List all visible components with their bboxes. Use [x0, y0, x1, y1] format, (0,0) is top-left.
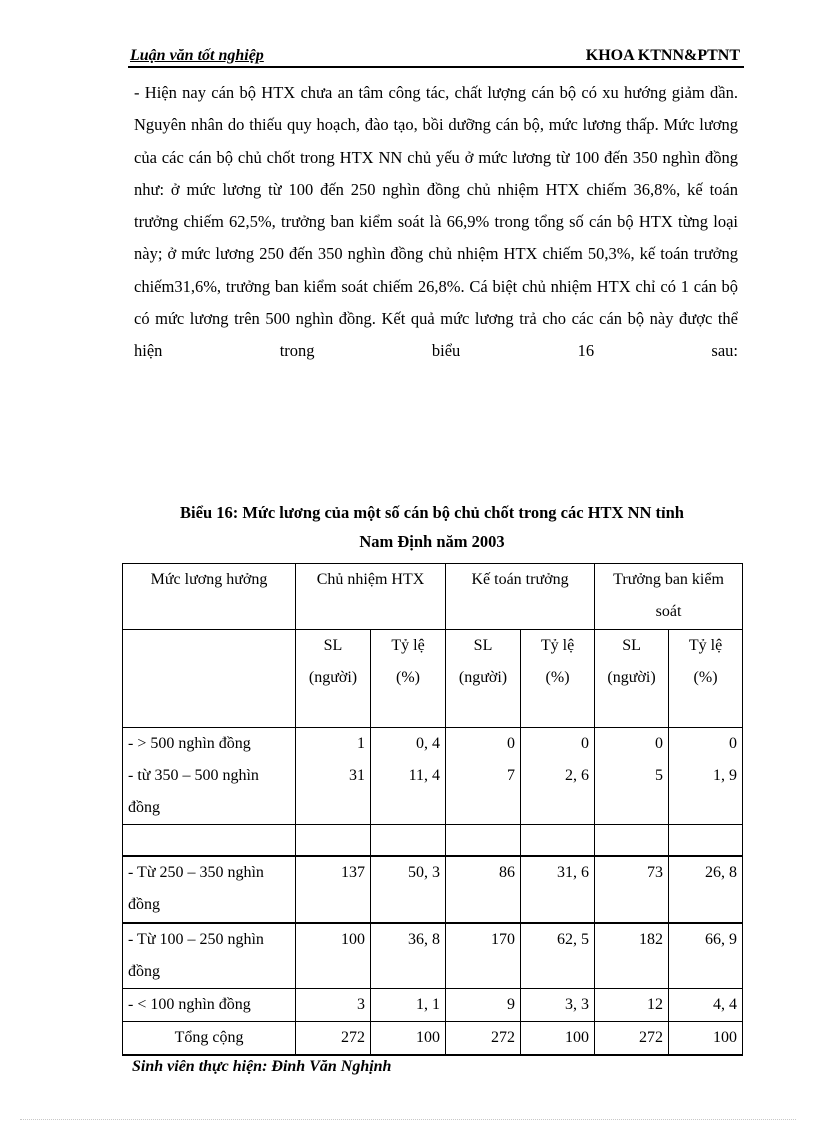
page-bottom-divider — [20, 1119, 796, 1120]
table-cell: 0 2, 6 — [521, 728, 595, 825]
row-label: - Từ 100 – 250 nghìn đồng — [123, 923, 296, 989]
table-cell: 137 — [296, 856, 371, 923]
sub-header-ratio: Tỷ lệ (%) — [669, 630, 743, 728]
table-cell: 100 — [669, 1021, 743, 1055]
table-cell: 50, 3 — [371, 856, 446, 923]
table-cell: 0 7 — [446, 728, 521, 825]
table-row — [123, 728, 743, 825]
table-cell: 100 — [296, 923, 371, 989]
table-cell: 31, 6 — [521, 856, 595, 923]
footer-author: Sinh viên thực hiện: Đinh Văn Nghịnh — [132, 1058, 392, 1075]
body-paragraph: - Hiện nay cán bộ HTX chưa an tâm công tác, chất lượng cán bộ có xu hướng giảm dần. Nguyên nhân do thiếu quy hoạch, đào tạo, bồi dưỡng cán bộ, mức lương thấp. Mức lương của các cán bộ chủ chốt trong HTX NN chủ yếu ở mức lương từ 100 đến 350 nghìn đồng như: ở mức lương từ 100 đến 250 nghìn đồng chủ nhiệm HTX chiếm 36,8%, kế toán trưởng chiếm 62,5%, trưởng ban kiểm soát là 66,9% trong tổng số cán bộ HTX từng loại này; ở mức lương 250 đến 350 nghìn đồng chủ nhiệm HTX chiếm 50,3%, kế toán trưởng chiếm31,6%, trưởng ban kiểm soát chiếm 26,8%. Cá biệt chủ nhiệm HTX chỉ có 1 cán bộ có mức lương trên 500 nghìn đồng. Kết quả mức lương trả cho các cán bộ này được thể hiện trong biểu 16 sau: — [134, 83, 738, 361]
salary-table — [122, 563, 743, 1056]
row-label: - > 500 nghìn đồng - từ 350 – 500 nghìn đồng — [123, 728, 296, 825]
sub-header-ratio: Tỷ lệ (%) — [521, 630, 595, 728]
sub-header-sl: SL (người) — [595, 630, 669, 728]
table-cell: 36, 8 — [371, 923, 446, 989]
table-cell: 9 — [446, 988, 521, 1021]
table-cell: 0, 4 11, 4 — [371, 728, 446, 825]
sub-header-sl: SL (người) — [446, 630, 521, 728]
table-caption — [122, 498, 742, 556]
sub-header-sl: SL (người) — [296, 630, 371, 728]
table-row — [123, 923, 743, 989]
page-header — [128, 44, 744, 68]
table-cell: 182 — [595, 923, 669, 989]
faculty-label: KHOA KTNN&PTNT — [585, 47, 740, 64]
table-cell: 62, 5 — [521, 923, 595, 989]
group-header-chairman: Chủ nhiệm HTX — [296, 564, 446, 630]
table-cell: 0 5 — [595, 728, 669, 825]
table-cell: 73 — [595, 856, 669, 923]
thesis-label: Luận văn tốt nghiệp — [130, 47, 264, 64]
table-row — [123, 856, 743, 923]
row-label: - < 100 nghìn đồng — [123, 988, 296, 1021]
group-header-supervisor: Trưởng ban kiểm soát — [595, 564, 743, 630]
table-cell: 100 — [371, 1021, 446, 1055]
table-cell: 4, 4 — [669, 988, 743, 1021]
empty-cell — [123, 630, 296, 728]
table-cell: 272 — [595, 1021, 669, 1055]
table-cell: 86 — [446, 856, 521, 923]
total-label: Tổng cộng — [123, 1021, 296, 1055]
table-cell: 100 — [521, 1021, 595, 1055]
table-cell: 1 31 — [296, 728, 371, 825]
caption-line-2: Nam Định năm 2003 — [359, 532, 505, 551]
table-row — [123, 988, 743, 1021]
table-cell: 1, 1 — [371, 988, 446, 1021]
group-header-accountant: Kế toán trưởng — [446, 564, 595, 630]
row-label: - Từ 250 – 350 nghìn đồng — [123, 856, 296, 923]
table-cell: 272 — [446, 1021, 521, 1055]
salary-level-header: Mức lương hưởng — [123, 564, 296, 630]
table-cell: 170 — [446, 923, 521, 989]
table-cell: 3, 3 — [521, 988, 595, 1021]
table-cell: 0 1, 9 — [669, 728, 743, 825]
table-row-total — [123, 1021, 743, 1055]
table-row-spacer — [123, 825, 743, 856]
table-cell: 26, 8 — [669, 856, 743, 923]
table-cell: 12 — [595, 988, 669, 1021]
table-cell: 66, 9 — [669, 923, 743, 989]
table-cell: 272 — [296, 1021, 371, 1055]
sub-header-ratio: Tỷ lệ (%) — [371, 630, 446, 728]
caption-line-1: Biểu 16: Mức lương của một số cán bộ chủ chốt trong các HTX NN tỉnh — [180, 503, 684, 522]
table-cell: 3 — [296, 988, 371, 1021]
